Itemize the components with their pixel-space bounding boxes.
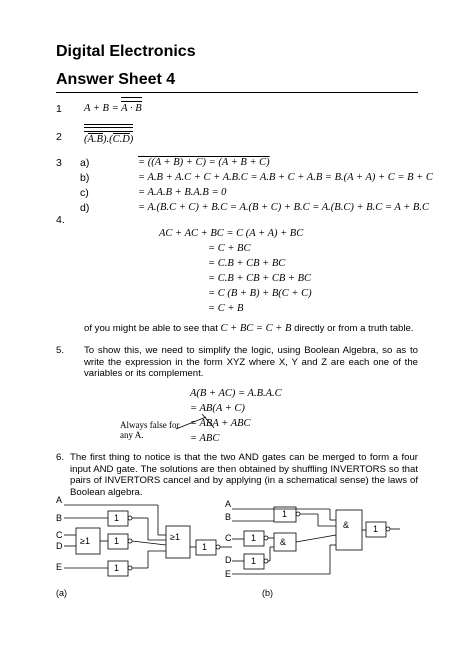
q5-number: 5. [56,345,65,356]
q4-line-1: AC + AC + BC = C (A + A) + BC [159,228,304,239]
q3-number: 3 [56,157,62,169]
q5-line-1: A(B + AC) = A.B.A.C [190,388,282,399]
q2-expression: (A.B).(C.D) [84,131,133,145]
q1-expression: A + B = A · B [84,103,142,114]
document-subtitle: Answer Sheet 4 [56,71,176,88]
q5-text: To show this, we need to simplify the logic, using Boolean Algebra, so as to write the expression in the form XYZ where X, Y and Z are each one of the variables or its complement. [84,345,418,380]
q1-number: 1 [56,103,62,115]
q3a-label: a) [80,157,90,169]
circuit-a-gate-label-6: 1 [202,542,208,552]
circuit-b-gate-label-4: 1 [251,556,257,566]
q5-annotation: Always false for any A. [120,420,180,440]
q3c-label: c) [80,187,89,199]
circuit-b-input-b: B [225,512,232,522]
q3d-expression: = A.(B.C + C) + B.C = A.(B + C) + B.C = A.(B.C) + B.C = A + B.C [138,202,429,213]
circuit-a-gate-label-5: 1 [114,563,120,573]
circuit-a-gate-label-4: ≥1 [170,532,180,542]
q4-line-3: = C.B + CB + BC [208,258,286,269]
circuit-a-input-c: C [56,530,63,540]
circuit-a-gate-label-3: 1 [114,536,120,546]
circuit-a-caption: (a) [56,588,67,598]
q3b-label: b) [80,172,90,184]
q3b-expression: = A.B + A.C + C + A.B.C = A.B + C + A.B = B.(A + A) + C = B + C [138,172,433,183]
q6-text: The first thing to notice is that the two AND gates can be merged to form a four input AND gate. The solutions are then obtained by shuffling INVERTORS so that pairs of INVERTORS cancel and by applying (in a schematical sense) the laws of Boolean algebra. [70,452,418,498]
circuit-b-gate-label-5: & [343,520,350,530]
q3a-expression: = ((A + B) + C) = (A + B + C) [138,157,270,168]
q4-note: of you might be able to see that C + BC = C + B directly or from a truth table. [84,323,414,334]
q2-number: 2 [56,131,62,143]
circuit-b-input-d: D [225,555,232,565]
q3c-expression: = A.A.B + B.A.B = 0 [138,187,227,198]
circuit-b-big-and-gate [336,510,362,550]
q4-line-6: = C + B [208,303,244,314]
q5-line-2: = AB(A + C) [190,403,245,414]
q4-line-5: = C (B + B) + B(C + C) [208,288,312,299]
circuit-b-caption: (b) [262,588,273,598]
circuit-a-input-b: B [56,513,63,523]
circuit-b-gate-label-1: 1 [282,509,288,519]
q3d-label: d) [80,202,90,214]
circuit-a-input-d: D [56,541,63,551]
circuit-a-gate-label-2: ≥1 [80,536,90,546]
circuit-a-input-a: A [56,495,63,505]
document-title: Digital Electronics [56,43,196,60]
circuit-b-input-c: C [225,533,232,543]
q5-line-4: = ABC [190,433,220,444]
q6-number: 6. [56,452,65,463]
circuit-a-input-e: E [56,562,63,572]
q4-line-2: = C + BC [208,243,251,254]
circuit-b-gate-label-6: 1 [373,524,379,534]
q4-number: 4. [56,214,65,226]
circuit-b-gate-label-3: & [280,537,287,547]
q4-line-4: = C.B + CB + CB + BC [208,273,312,284]
circuit-b-gate-label-2: 1 [251,533,257,543]
circuit-b-input-a: A [225,499,232,509]
circuit-b-input-e: E [225,569,232,579]
circuit-a-gate-label-1: 1 [114,513,120,523]
q5-line-3: = ABA + ABC [190,418,251,429]
